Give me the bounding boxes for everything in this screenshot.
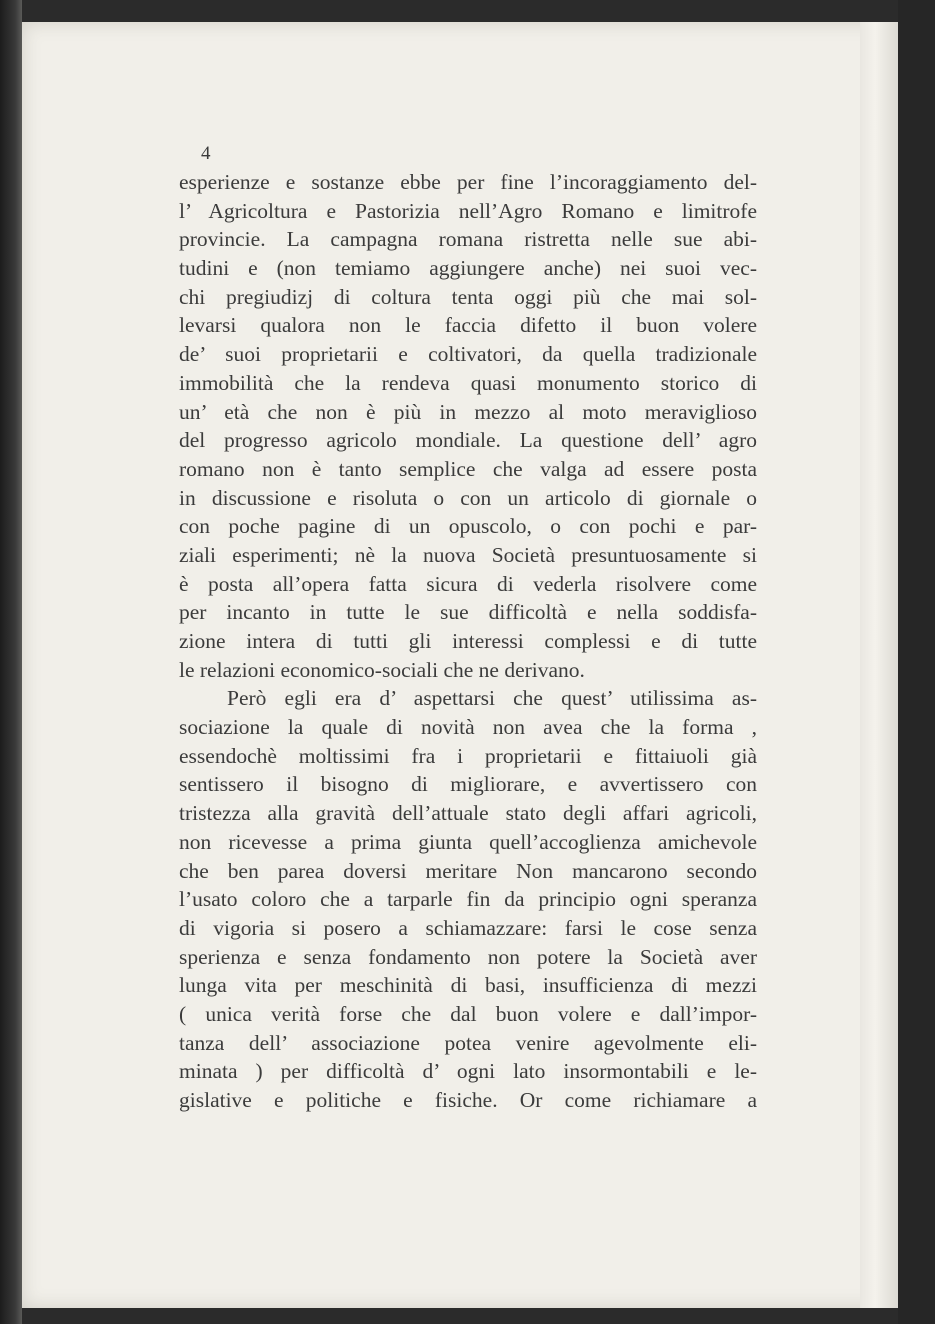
- text-line: non ricevesse a prima giunta quell’accoglienza amichevole: [179, 829, 757, 854]
- text-line: gislative e politiche e fisiche. Or come richiamare a: [179, 1088, 757, 1112]
- body-text: [179, 168, 757, 1115]
- text-line: le relazioni economico-sociali che ne derivano.: [179, 657, 585, 682]
- text-line: provincie. La campagna romana ristretta nelle sue abi-: [179, 227, 757, 252]
- text-line: ziali esperimenti; nè la nuova Società presuntuosamente si: [179, 542, 757, 567]
- text-line: un’ età che non è più in mezzo al moto meraviglioso: [179, 399, 757, 424]
- page-number: 4: [201, 143, 211, 164]
- text-line: de’ suoi proprietarii e coltivatori, da quella tradizionale: [179, 342, 757, 367]
- text-line: esperienze e sostanze ebbe per fine l’incoraggiamento del-: [179, 170, 757, 194]
- scan-left-edge: [0, 0, 22, 1324]
- text-line: levarsi qualora non le faccia difetto il buon volere: [179, 313, 757, 338]
- text-line: in discussione e risoluta o con un articolo di giornale o: [179, 485, 757, 510]
- text-line: chi pregiudizj di coltura tenta oggi più che mai sol-: [179, 284, 757, 309]
- text-line: minata ) per difficoltà d’ ogni lato insormontabili e le-: [179, 1059, 757, 1084]
- text-line: per incanto in tutte le sue difficoltà e nella soddisfa-: [179, 600, 757, 625]
- text-line: sociazione la quale di novità non avea che la forma ,: [179, 715, 757, 740]
- text-line: zione intera di tutti gli interessi complessi e di tutte: [179, 629, 757, 653]
- text-line: lunga vita per meschinità di basi, insufficienza di mezzi: [179, 973, 757, 998]
- text-line: con poche pagine di un opuscolo, o con pochi e par-: [179, 514, 757, 539]
- text-line: ( unica verità forse che dal buon volere e dall’impor-: [179, 1001, 757, 1026]
- text-line: tudini e (non temiamo aggiungere anche) nei suoi vec-: [179, 256, 757, 281]
- text-line: che ben parea doversi meritare Non mancarono secondo: [179, 858, 757, 883]
- text-line: è posta all’opera fatta sicura di vederla risolvere come: [179, 571, 757, 596]
- text-line: essendochè moltissimi fra i proprietarii e fittaiuoli già: [179, 743, 757, 768]
- text-line: immobilità che la rendeva quasi monumento storico di: [179, 370, 757, 395]
- paragraph-2: [179, 684, 757, 1114]
- text-line: del progresso agricolo mondiale. La questione dell’ agro: [179, 428, 757, 453]
- text-line: sentissero il bisogno di migliorare, e avvertissero con: [179, 772, 757, 797]
- text-line: Però egli era d’ aspettarsi che quest’ utilissima as-: [227, 686, 757, 711]
- text-line: sperienza e senza fondamento non potere la Società aver: [179, 944, 757, 969]
- text-line: romano non è tanto semplice che valga ad essere posta: [179, 456, 757, 481]
- text-line: tanza dell’ associazione potea venire agevolmente eli-: [179, 1030, 757, 1055]
- scan-right-edge: [898, 0, 935, 1324]
- text-line: l’usato coloro che a tarparle fin da principio ogni speranza: [179, 887, 757, 912]
- page-fold-edge: [860, 22, 898, 1308]
- paragraph-1: [179, 168, 757, 684]
- text-line: l’ Agricoltura e Pastorizia nell’Agro Romano e limitrofe: [179, 198, 757, 223]
- text-line: tristezza alla gravità dell’attuale stato degli affari agricoli,: [179, 801, 757, 826]
- text-line: di vigoria si posero a schiamazzare: farsi le cose senza: [179, 915, 757, 940]
